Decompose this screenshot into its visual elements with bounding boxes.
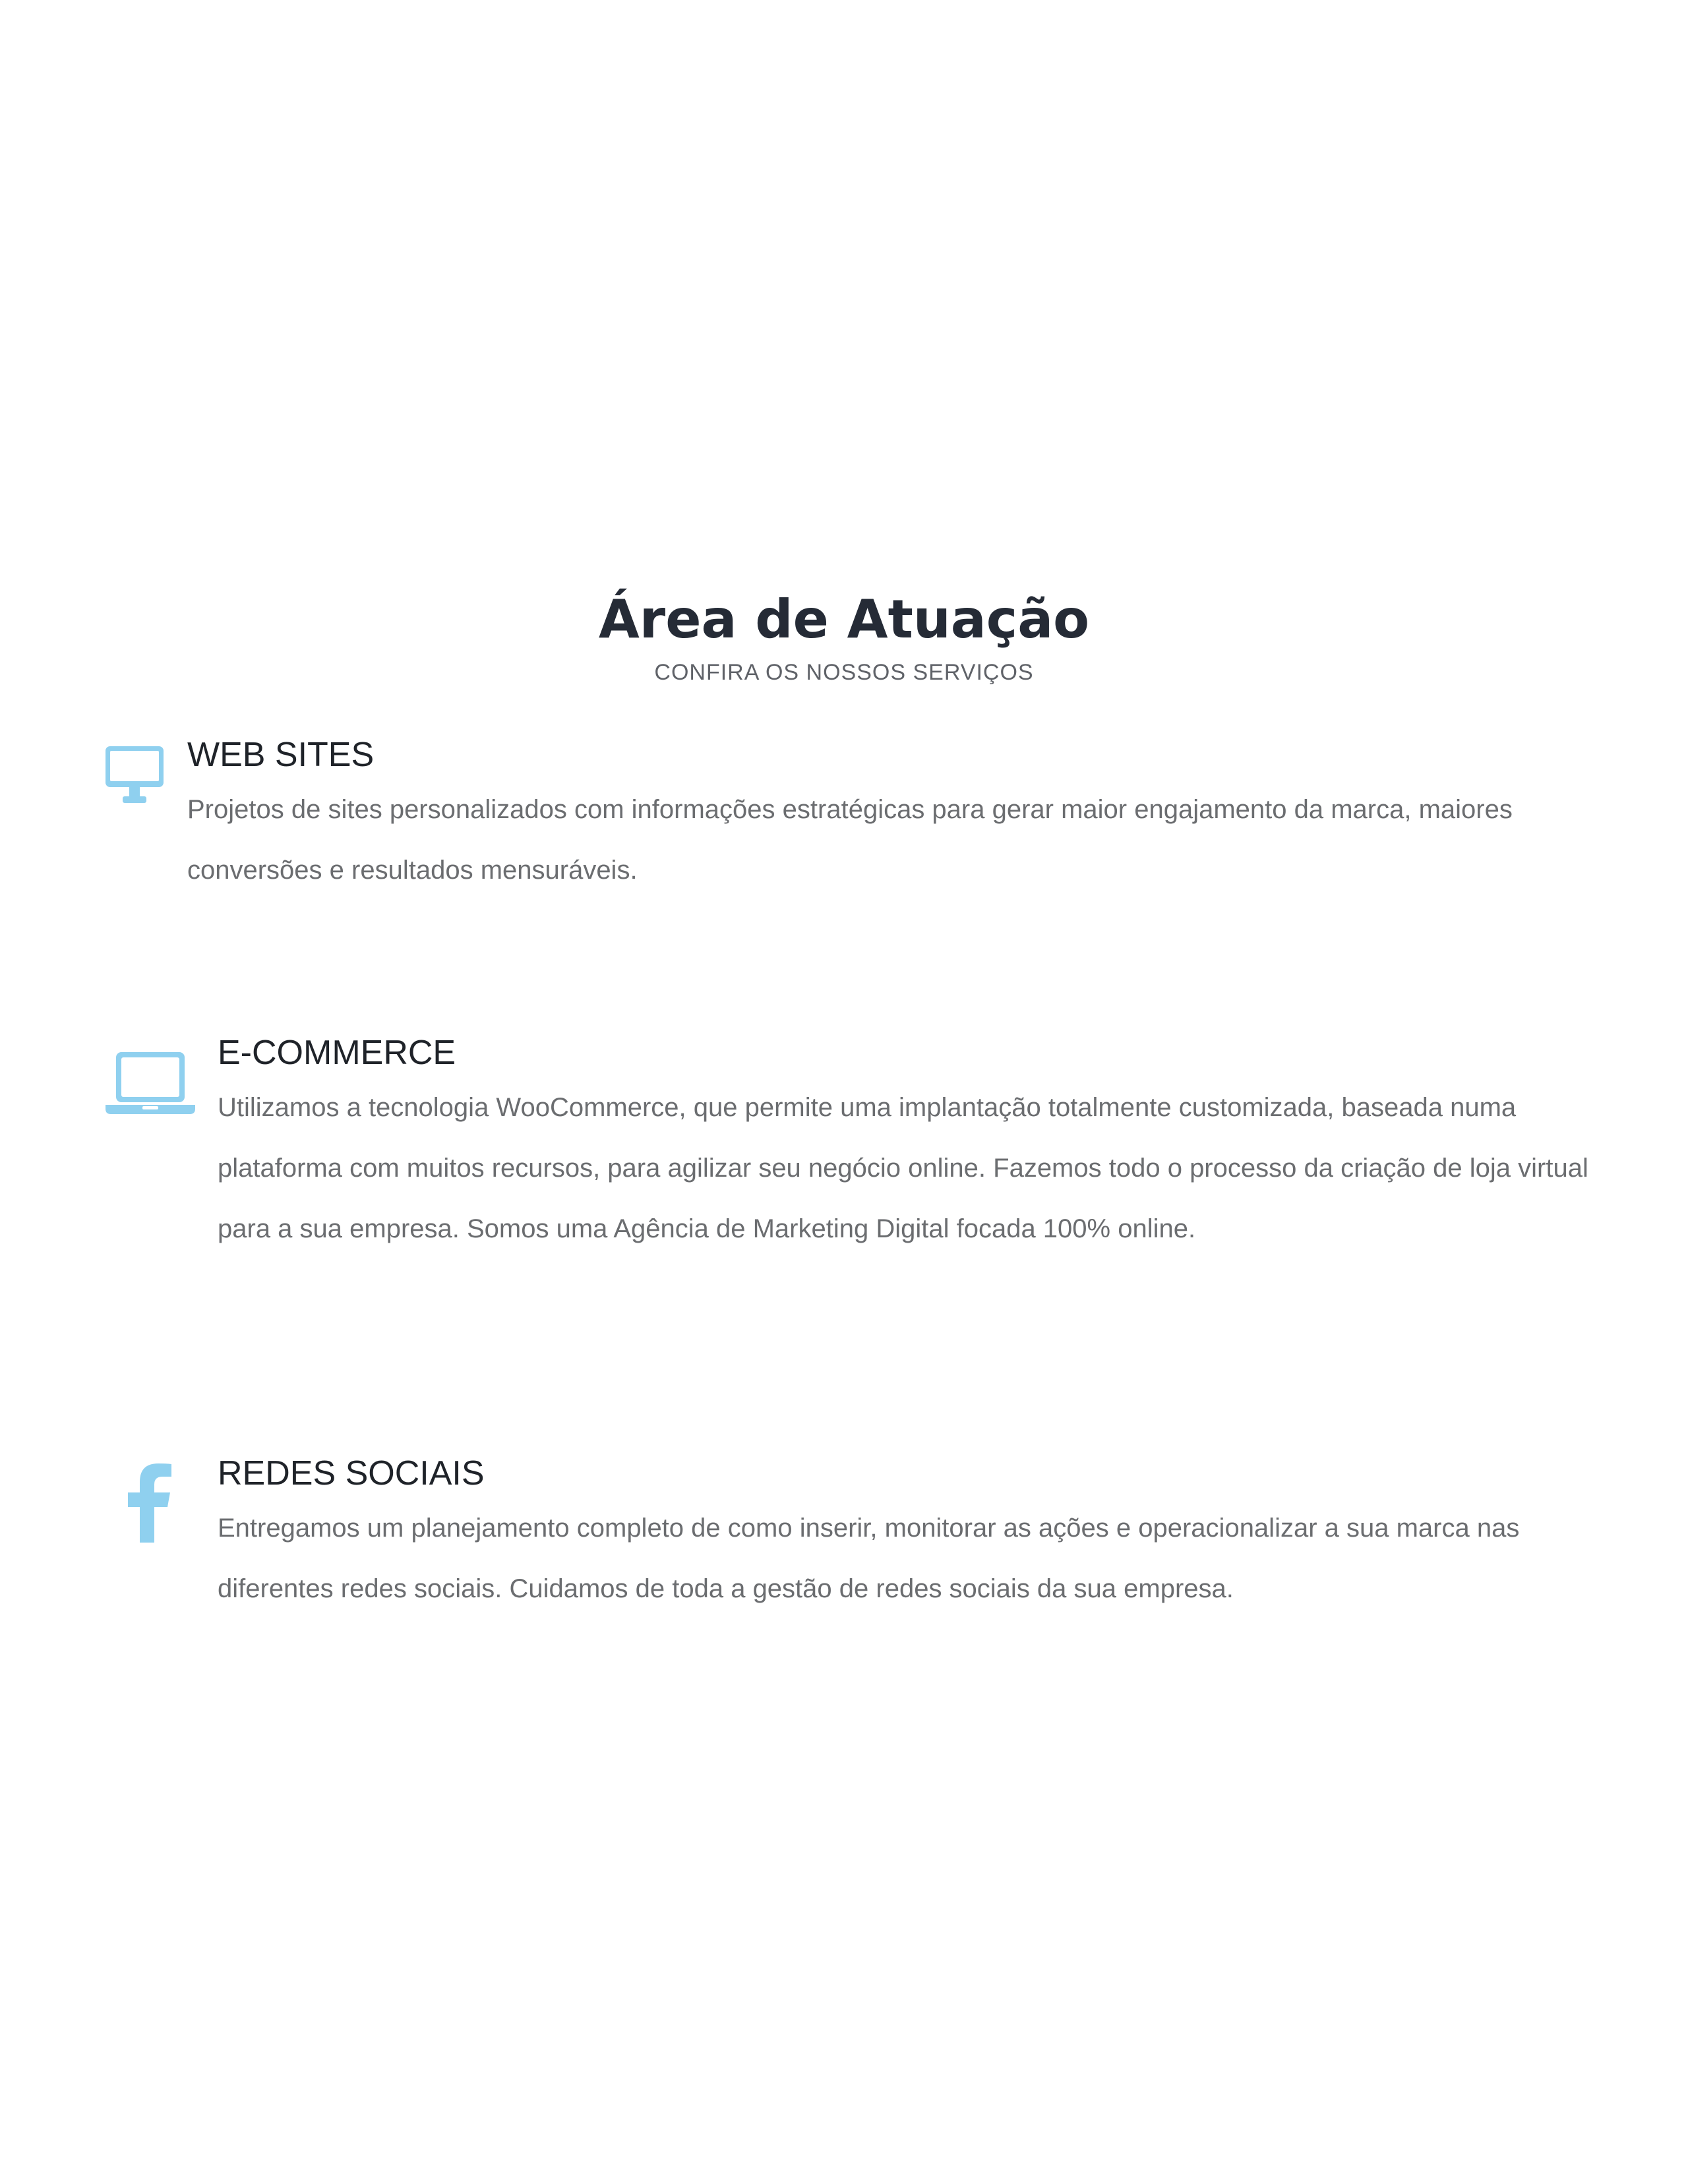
facebook-icon xyxy=(125,1461,173,1543)
service-description: Projetos de sites personalizados com informações estratégicas para gerar maior engajamento da marca, maiores conversões e resultados mensuráveis. xyxy=(187,795,1513,885)
service-title: WEB SITES xyxy=(187,736,375,774)
service-title: REDES SOCIAIS xyxy=(218,1454,485,1492)
laptop-icon xyxy=(104,1051,196,1117)
section-title: Área de Atuação xyxy=(598,589,1090,650)
service-web-sites xyxy=(0,732,1688,930)
section-subtitle: CONFIRA OS NOSSOS SERVIÇOS xyxy=(654,660,1034,685)
service-description: Entregamos um planejamento completo de como inserir, monitorar as ações e operacionalizar a sua marca nas diferentes redes sociais. Cuidamos de toda a gestão de redes sociais da sua empresa. xyxy=(218,1514,1520,1603)
service-title: E-COMMERCE xyxy=(218,1034,456,1072)
service-description: Utilizamos a tecnologia WooCommerce, que permite uma implantação totalmente customizada, baseada numa plataforma com muitos recursos, para agilizar seu negócio online. Fazemos todo o processo da criação de loja virtual para a sua empresa. Somos uma Agência de Marketing Digital focada 100% online. xyxy=(218,1093,1588,1243)
desktop-monitor-icon xyxy=(104,745,165,804)
services-section-header xyxy=(0,583,1688,689)
service-e-commerce xyxy=(0,1030,1688,1359)
service-redes-sociais xyxy=(0,1450,1688,1714)
